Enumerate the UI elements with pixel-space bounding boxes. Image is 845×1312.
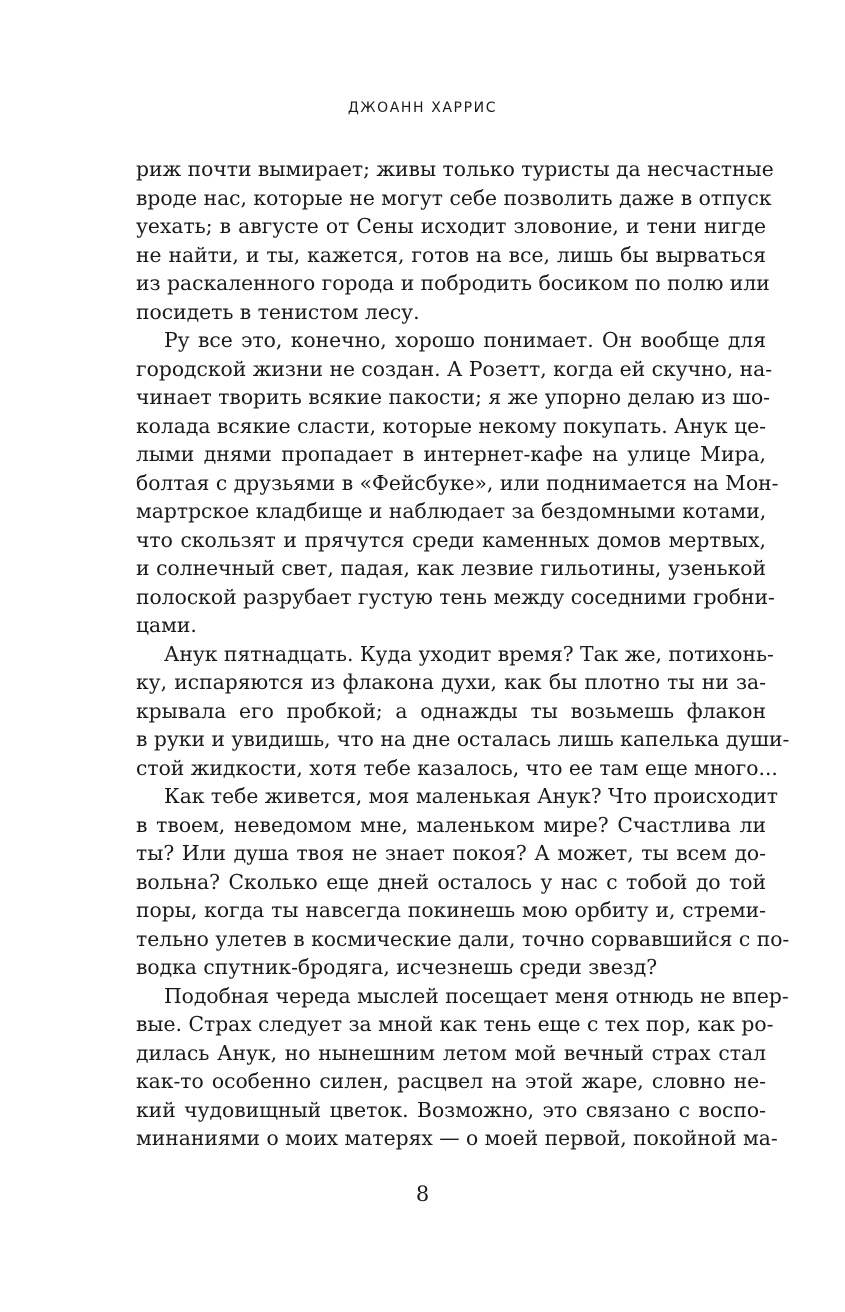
- text-line: кий чудовищный цветок. Возможно, это связано с воспо-: [136, 1097, 766, 1122]
- text-line: ку, испаряются из флакона духи, как бы плотно ты ни за-: [136, 670, 766, 694]
- text-line: крывала его пробкой; а однажды ты возьмешь флакон: [136, 698, 766, 723]
- text-line: Ру все это, конечно, хорошо понимает. Он вообще для: [164, 328, 766, 352]
- page-number: 8: [415, 1182, 430, 1206]
- paragraph: [136, 640, 790, 783]
- text-line: не найти, и ты, кажется, готов на все, лишь бы вырваться: [136, 242, 766, 267]
- text-line: и солнечный свет, падая, как лезвие гильотины, узенькой: [136, 556, 766, 580]
- text-line: Подобная череда мыслей посещает меня отнюдь не впер-: [164, 983, 789, 1008]
- text-line: дилась Анук, но нынешним летом мой вечный страх стал: [136, 1040, 766, 1065]
- text-line: ты? Или душа твоя не знает покоя? А может, ты всем до-: [136, 841, 766, 865]
- text-line: лыми днями пропадает в интернет-кафе на улице Мира,: [136, 442, 766, 466]
- text-line: что скользят и прячутся среди каменных домов мертвых,: [136, 527, 766, 552]
- paragraph: [136, 155, 774, 326]
- text-line: водка спутник-бродяга, исчезнешь среди звезд?: [136, 955, 658, 979]
- text-line: из раскаленного города и побродить босиком по полю или: [136, 271, 770, 295]
- text-line: Анук пятнадцать. Куда уходит время? Так же, потихонь-: [164, 641, 774, 666]
- running-head: ДЖОАНН ХАРРИС: [347, 100, 498, 116]
- text-line: как-то особенно силен, расцвел на этой жаре, словно не-: [136, 1069, 766, 1093]
- text-line: уехать; в августе от Сены исходит зловоние, и тени нигде: [136, 214, 766, 238]
- text-line: в руки и увидишь, что на дне осталась лишь капелька души-: [136, 727, 790, 751]
- text-line: вые. Страх следует за мной как тень еще с тех пор, как ро-: [136, 1012, 774, 1036]
- body-text: [136, 155, 790, 1153]
- text-line: в твоем, неведомом мне, маленьком мире? Счастлива ли: [136, 812, 766, 837]
- paragraph: [136, 982, 789, 1153]
- text-line: Как тебе живется, моя маленькая Анук? Что происходит: [164, 784, 779, 808]
- text-line: вольна? Сколько еще дней осталось у нас с тобой до той: [136, 869, 766, 894]
- text-line: тельно улетев в космические дали, точно сорвавшийся с по-: [136, 926, 790, 951]
- text-line: цами.: [136, 613, 197, 637]
- text-line: поры, когда ты навсегда покинешь мою орбиту и, стреми-: [136, 898, 766, 922]
- text-line: болтая с друзьями в «Фейсбуке», или поднимается на Мон-: [136, 470, 779, 495]
- paragraph: [136, 782, 790, 982]
- text-line: риж почти вымирает; живы только туристы да несчастные: [136, 157, 774, 181]
- text-line: колада всякие сласти, которые некому покупать. Анук це-: [136, 413, 766, 438]
- text-line: вроде нас, которые не могут себе позволить даже в отпуск: [136, 185, 772, 210]
- text-line: мартрское кладбище и наблюдает за бездомными котами,: [136, 499, 767, 523]
- text-line: чинает творить всякие пакости; я же упорно делаю из шо-: [136, 385, 771, 409]
- text-line: минаниями о моих матерях — о моей первой, покойной ма-: [136, 1126, 778, 1150]
- paragraph: [136, 326, 779, 640]
- text-line: полоской разрубает густую тень между соседними гробни-: [136, 584, 775, 609]
- text-line: городской жизни не создан. А Розетт, когда ей скучно, на-: [136, 356, 773, 381]
- text-line: стой жидкости, хотя тебе казалось, что ее там еще много...: [136, 755, 778, 780]
- text-line: посидеть в тенистом лесу.: [136, 299, 420, 324]
